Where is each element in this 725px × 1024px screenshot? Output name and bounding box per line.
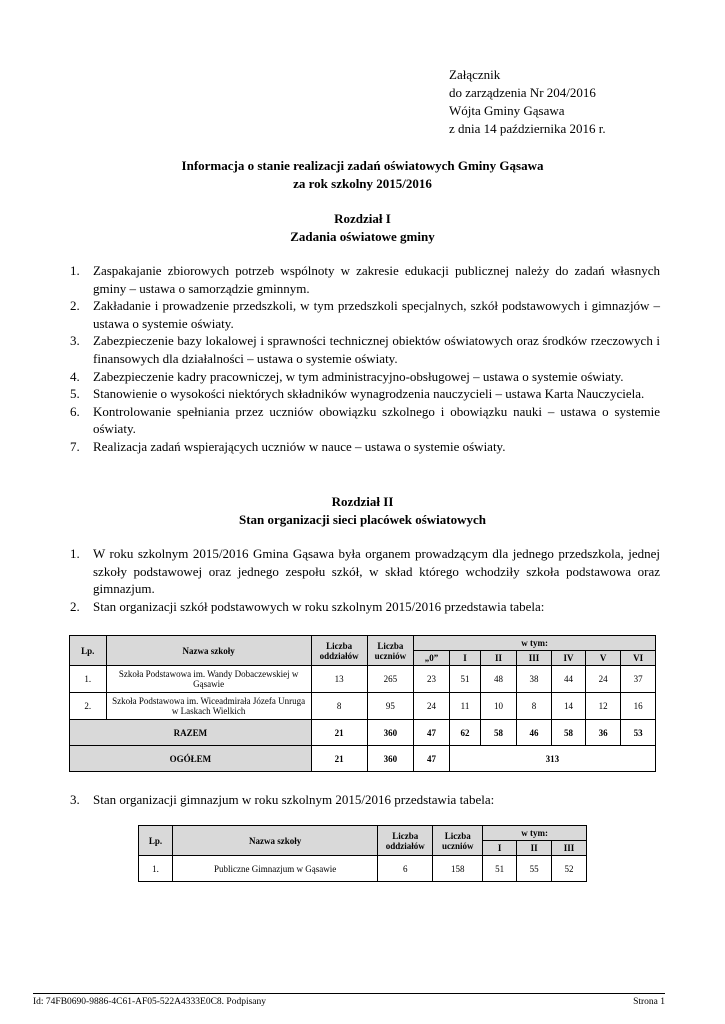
header-school-name: Nazwa szkoły [106, 636, 311, 666]
chapter-2-heading [0, 493, 725, 529]
cell-grade: 16 [621, 693, 656, 720]
cell-grade: 12 [585, 693, 621, 720]
cell-lp: 1. [139, 856, 173, 882]
cell-lp: 1. [70, 666, 107, 693]
chapter-subtitle: Stan organizacji sieci placówek oświatowych [239, 512, 486, 527]
header-students: Liczba uczniów [367, 636, 414, 666]
table-row [70, 666, 656, 693]
chapter-1-list [70, 262, 660, 456]
cell-grade: 51 [449, 666, 480, 693]
cell-classes: 21 [311, 746, 367, 772]
header-students: Liczba uczniów [433, 826, 483, 856]
cell-grade: 8 [516, 693, 552, 720]
cell-classes: 8 [311, 693, 367, 720]
cell-grade: 38 [516, 666, 552, 693]
header-of-which: w tym: [483, 826, 587, 841]
header-school-name: Nazwa szkoły [172, 826, 377, 856]
cell-school-name: Szkoła Podstawowa im. Wiceadmirała Józefa Unruga w Laskach Wielkich [106, 693, 311, 720]
cell-grade: 44 [552, 666, 586, 693]
cell-grade: 14 [552, 693, 586, 720]
table-total-row [70, 720, 656, 746]
list-item: 3. Zabezpieczenie bazy lokalowej i sprawności technicznej obiektów oświatowych oraz środków rzeczowych i finansowych dla działalności – ustawa o systemie oświaty. [70, 333, 660, 366]
attachment-line: do zarządzenia Nr 204/2016 [449, 85, 596, 100]
attachment-line: Wójta Gminy Gąsawa [449, 103, 565, 118]
cell-classes: 6 [378, 856, 433, 882]
cell-grade: 46 [516, 720, 552, 746]
cell-students: 360 [367, 746, 414, 772]
chapter-2-list-continued [70, 791, 660, 809]
cell-students: 360 [367, 720, 414, 746]
cell-grand-total-label: OGÓŁEM [70, 746, 312, 772]
cell-grade: 10 [481, 693, 517, 720]
cell-students: 95 [367, 693, 414, 720]
chapter-subtitle: Zadania oświatowe gminy [290, 229, 435, 244]
page-footer [33, 993, 665, 1007]
title-line: Informacja o stanie realizacji zadań oświatowych Gminy Gąsawa [181, 158, 544, 173]
cell-grade: 23 [414, 666, 450, 693]
cell-school-name: Szkoła Podstawowa im. Wandy Dobaczewskiej w Gąsawie [106, 666, 311, 693]
chapter-1-heading [0, 210, 725, 246]
cell-grade: 47 [414, 720, 450, 746]
list-item: 2. Zakładanie i prowadzenie przedszkoli, w tym przedszkoli specjalnych, szkół podstawowych i gimnazjów – ustawa o systemie oświaty. [70, 298, 660, 331]
list-item: 7. Realizacja zadań wspierających uczniów w nauce – ustawa o systemie oświaty. [70, 438, 506, 454]
attachment-note [449, 66, 606, 138]
header-grade: VI [621, 651, 656, 666]
list-item: 5. Stanowienie o wysokości niektórych składników wynagrodzenia nauczycieli – ustawa Karta Nauczyciela. [70, 386, 645, 402]
list-item: 1. W roku szkolnym 2015/2016 Gmina Gąsawa była organem prowadzącym dla jednego przedszkola, jednej szkoły podstawowej oraz jednego zespołu szkół, w skład którego wchodziły szkoła podstawowa oraz gimnazjum. [70, 546, 660, 597]
header-lp: Lp. [139, 826, 173, 856]
header-of-which: w tym: [414, 636, 656, 651]
header-grade: II [481, 651, 517, 666]
header-classes: Liczba oddziałów [378, 826, 433, 856]
primary-schools-table [69, 635, 656, 772]
cell-grade-zero: 47 [414, 746, 450, 772]
document-id: Id: 74FB0690-9886-4C61-AF05-522A4333E0C8. Podpisany [33, 997, 267, 1007]
page-number: Strona 1 [633, 997, 665, 1007]
header-grade: III [516, 651, 552, 666]
cell-lp: 2. [70, 693, 107, 720]
header-grade: II [517, 841, 552, 856]
chapter-number: Rozdział I [334, 211, 391, 226]
list-item: 4. Zabezpieczenie kadry pracowniczej, w tym administracyjno-obsługowej – ustawa o systemie oświaty. [70, 368, 624, 384]
header-lp: Lp. [70, 636, 107, 666]
cell-grade: 58 [552, 720, 586, 746]
attachment-line: Załącznik [449, 67, 501, 82]
list-item: 3. Stan organizacji gimnazjum w roku szkolnym 2015/2016 przedstawia tabela: [70, 792, 495, 807]
header-grade: IV [552, 651, 586, 666]
cell-students: 265 [367, 666, 414, 693]
header-classes: Liczba oddziałów [311, 636, 367, 666]
cell-grade: 24 [414, 693, 450, 720]
table-header-row [70, 636, 656, 651]
cell-grade: 37 [621, 666, 656, 693]
cell-grades-i-vi: 313 [449, 746, 655, 772]
cell-classes: 21 [311, 720, 367, 746]
document-title [0, 157, 725, 193]
cell-school-name: Publiczne Gimnazjum w Gąsawie [172, 856, 377, 882]
list-item: 2. Stan organizacji szkół podstawowych w roku szkolnym 2015/2016 przedstawia tabela: [70, 598, 545, 614]
header-grade: III [552, 841, 587, 856]
cell-grade: 52 [552, 856, 587, 882]
cell-grade: 24 [585, 666, 621, 693]
cell-classes: 13 [311, 666, 367, 693]
table-row [139, 856, 587, 882]
header-grade: „0” [414, 651, 450, 666]
cell-grade: 51 [483, 856, 517, 882]
table-header-row [139, 826, 587, 841]
cell-grade: 48 [481, 666, 517, 693]
attachment-line: z dnia 14 października 2016 r. [449, 121, 606, 136]
cell-grade: 11 [449, 693, 480, 720]
cell-grade: 36 [585, 720, 621, 746]
chapter-number: Rozdział II [331, 494, 394, 509]
cell-grade: 53 [621, 720, 656, 746]
cell-total-label: RAZEM [70, 720, 312, 746]
header-grade: I [483, 841, 517, 856]
header-grade: V [585, 651, 621, 666]
chapter-2-list [70, 545, 660, 615]
list-item: 1. Zaspakajanie zbiorowych potrzeb wspólnoty w zakresie edukacji publicznej należy do zadań własnych gminy – ustawa o samorządzie gminnym. [70, 263, 660, 296]
cell-grade: 62 [449, 720, 480, 746]
list-item: 6. Kontrolowanie spełniania przez uczniów obowiązku szkolnego i obowiązku nauki – ustawa o systemie oświaty. [70, 403, 660, 437]
table-grand-total-row [70, 746, 656, 772]
table-row [70, 693, 656, 720]
title-line: za rok szkolny 2015/2016 [293, 176, 432, 191]
cell-grade: 55 [517, 856, 552, 882]
header-grade: I [449, 651, 480, 666]
gimnazjum-table [138, 825, 587, 882]
cell-students: 158 [433, 856, 483, 882]
cell-grade: 58 [481, 720, 517, 746]
